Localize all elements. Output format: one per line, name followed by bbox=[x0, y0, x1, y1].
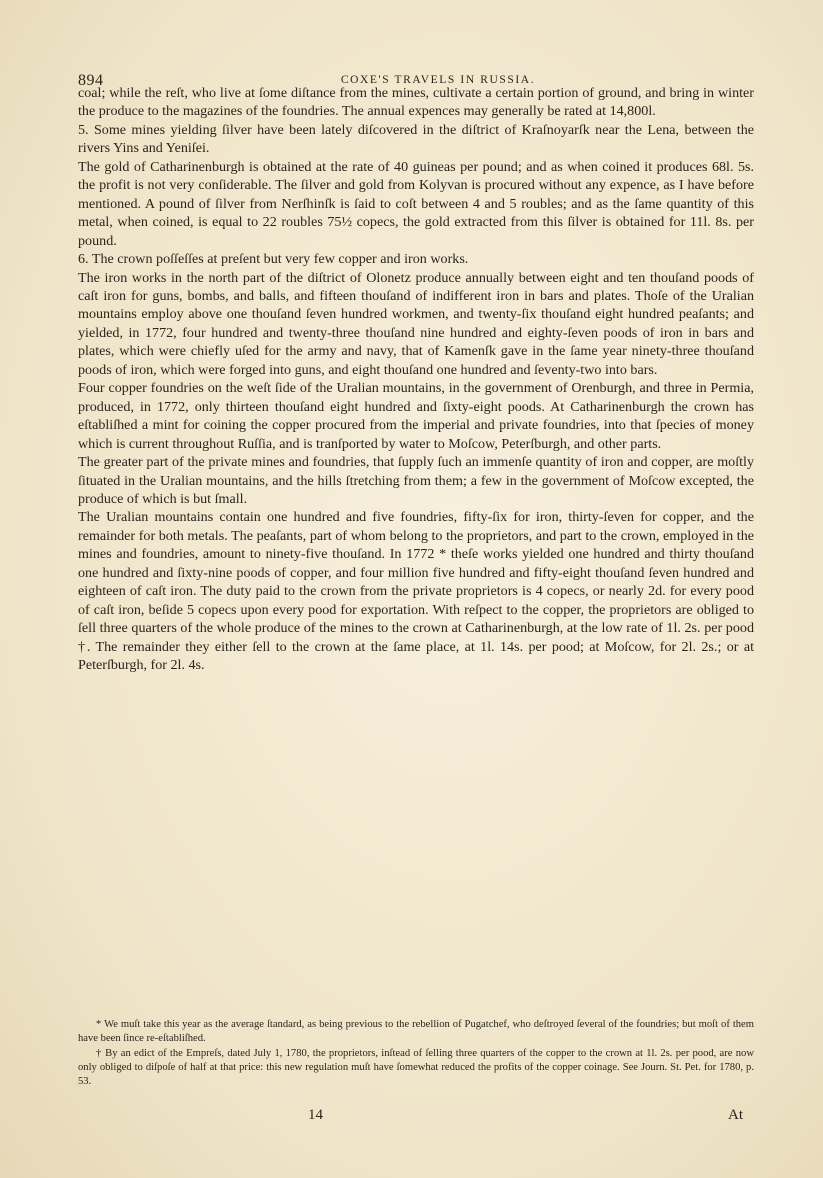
signature-mark: 14 bbox=[308, 1107, 323, 1123]
footnotes bbox=[78, 1018, 754, 1089]
paragraph: The iron works in the north part of the diſtrict of Olonetz produce annually between eight and ten thouſand poods of caſt iron for guns, bombs, and balls, and fifteen thouſand of indifferent iron in bars and plates. Thoſe of the Uralian mountains employ above one thouſand ſeven hundred workmen, and twenty-ſix thouſand eight hundred peaſants; and yielded, in 1772, four hundred and twenty-three thouſand nine hundred and eighty-ſeven poods of iron in bars and plates, which were chiefly uſed for the army and navy, that of Kamenſk gave in the ſame year ninety-three thouſand poods of iron, which were forged into guns, and eight thouſand one hundred and ſeventy-two into bars. bbox=[78, 269, 754, 378]
paragraph: Four copper foundries on the weſt ſide of the Uralian mountains, in the government of Orenburgh, and three in Permia, produced, in 1772, only thirteen thouſand eight hundred and ſixty-eight poods. At Catharinenburgh the crown has eſtabliſhed a mint for coining the copper procured from the imperial and private foundries, into that ſpecies of money which is current throughout Ruſſia, and is tranſported by water to Moſcow, Peterſburgh, and other parts. bbox=[78, 380, 754, 452]
paragraph: 6. The crown poſſeſſes at preſent but very few copper and iron works. bbox=[78, 251, 469, 268]
footnote: † By an edict of the Empreſs, dated July 1, 1780, the proprietors, inſtead of ſelling three quarters of the copper to the crown at 1l. 2s. per pood, are now only obliged to diſpoſe of half at that price: this new regulation muſt have ſomewhat reduced the profits of the copper coinage. See Journ. St. Pet. for 1780, p. 53. bbox=[78, 1047, 754, 1088]
paragraph: The gold of Catharinenburgh is obtained at the rate of 40 guineas per pound; and as when coined it produces 68l. 5s. the profit is not very conſiderable. The ſilver and gold from Kolyvan is procured without any expence, as I have before mentioned. A pound of ſilver from Nerſhinſk is ſaid to coſt between 4 and 5 roubles; and as the ſame quantity of this metal, when coined, is equal to 22 roubles 75½ copecs, the gold extracted from this ſilver is obtained for 11l. 8s. per pound. bbox=[78, 158, 754, 249]
paragraph: The Uralian mountains contain one hundred and five foundries, fifty-ſix for iron, thirty-ſeven for copper, and the remainder for both metals. The peaſants, part of whom belong to the proprietors, and part to the crown, employed in the mines and foundries, amount to ninety-five thouſand. In 1772 * theſe works yielded one hundred and thirty thouſand one hundred and ſixty-nine poods of copper, and four million five hundred and fifty-eight thouſand ſeven hundred and eighteen of caſt iron. The duty paid to the crown from the private proprietors is 4 copecs, or nearly 2d. for every pood of caſt iron, beſide 5 copecs upon every pood for exportation. With reſpect to the copper, the proprietors are obliged to ſell three quarters of the whole produce of the mines to the crown at Catharinenburgh, at the low rate of 1l. 2s. per pood †. The remainder they either ſell to the crown at the ſame place, at 1l. 14s. per pood; at Moſcow, for 2l. 2s.; or at Peterſburgh, for 2l. 4s. bbox=[78, 509, 754, 674]
paragraph: The greater part of the private mines and foundries, that ſupply ſuch an immenſe quantity of iron and copper, are moſtly ſituated in the Uralian mountains, and the hills ſtretching from them; a few in the government of Moſcow excepted, the produce of which is but ſmall. bbox=[78, 454, 754, 507]
body-text bbox=[78, 84, 754, 675]
paragraph: 5. Some mines yielding ſilver have been lately diſcovered in the diſtrict of Kraſnoyarſk near the Lena, between the rivers Yins and Yeniſei. bbox=[78, 121, 754, 157]
catchword: At bbox=[728, 1107, 743, 1123]
footnote: * We muſt take this year as the average ſtandard, as being previous to the rebellion of Pugatchef, who deſtroyed ſeveral of the foundries; but moſt of them have been ſince re-eſtabliſhed. bbox=[78, 1019, 754, 1045]
page-number: 894 bbox=[78, 72, 104, 89]
running-head: COXE'S TRAVELS IN RUSSIA. bbox=[340, 74, 536, 86]
paragraph: coal; while the reſt, who live at ſome diſtance from the mines, cultivate a certain portion of ground, and bring in winter the produce to the magazines of the foundries. The annual expences may generally be rated at 14,800l. bbox=[78, 85, 754, 120]
